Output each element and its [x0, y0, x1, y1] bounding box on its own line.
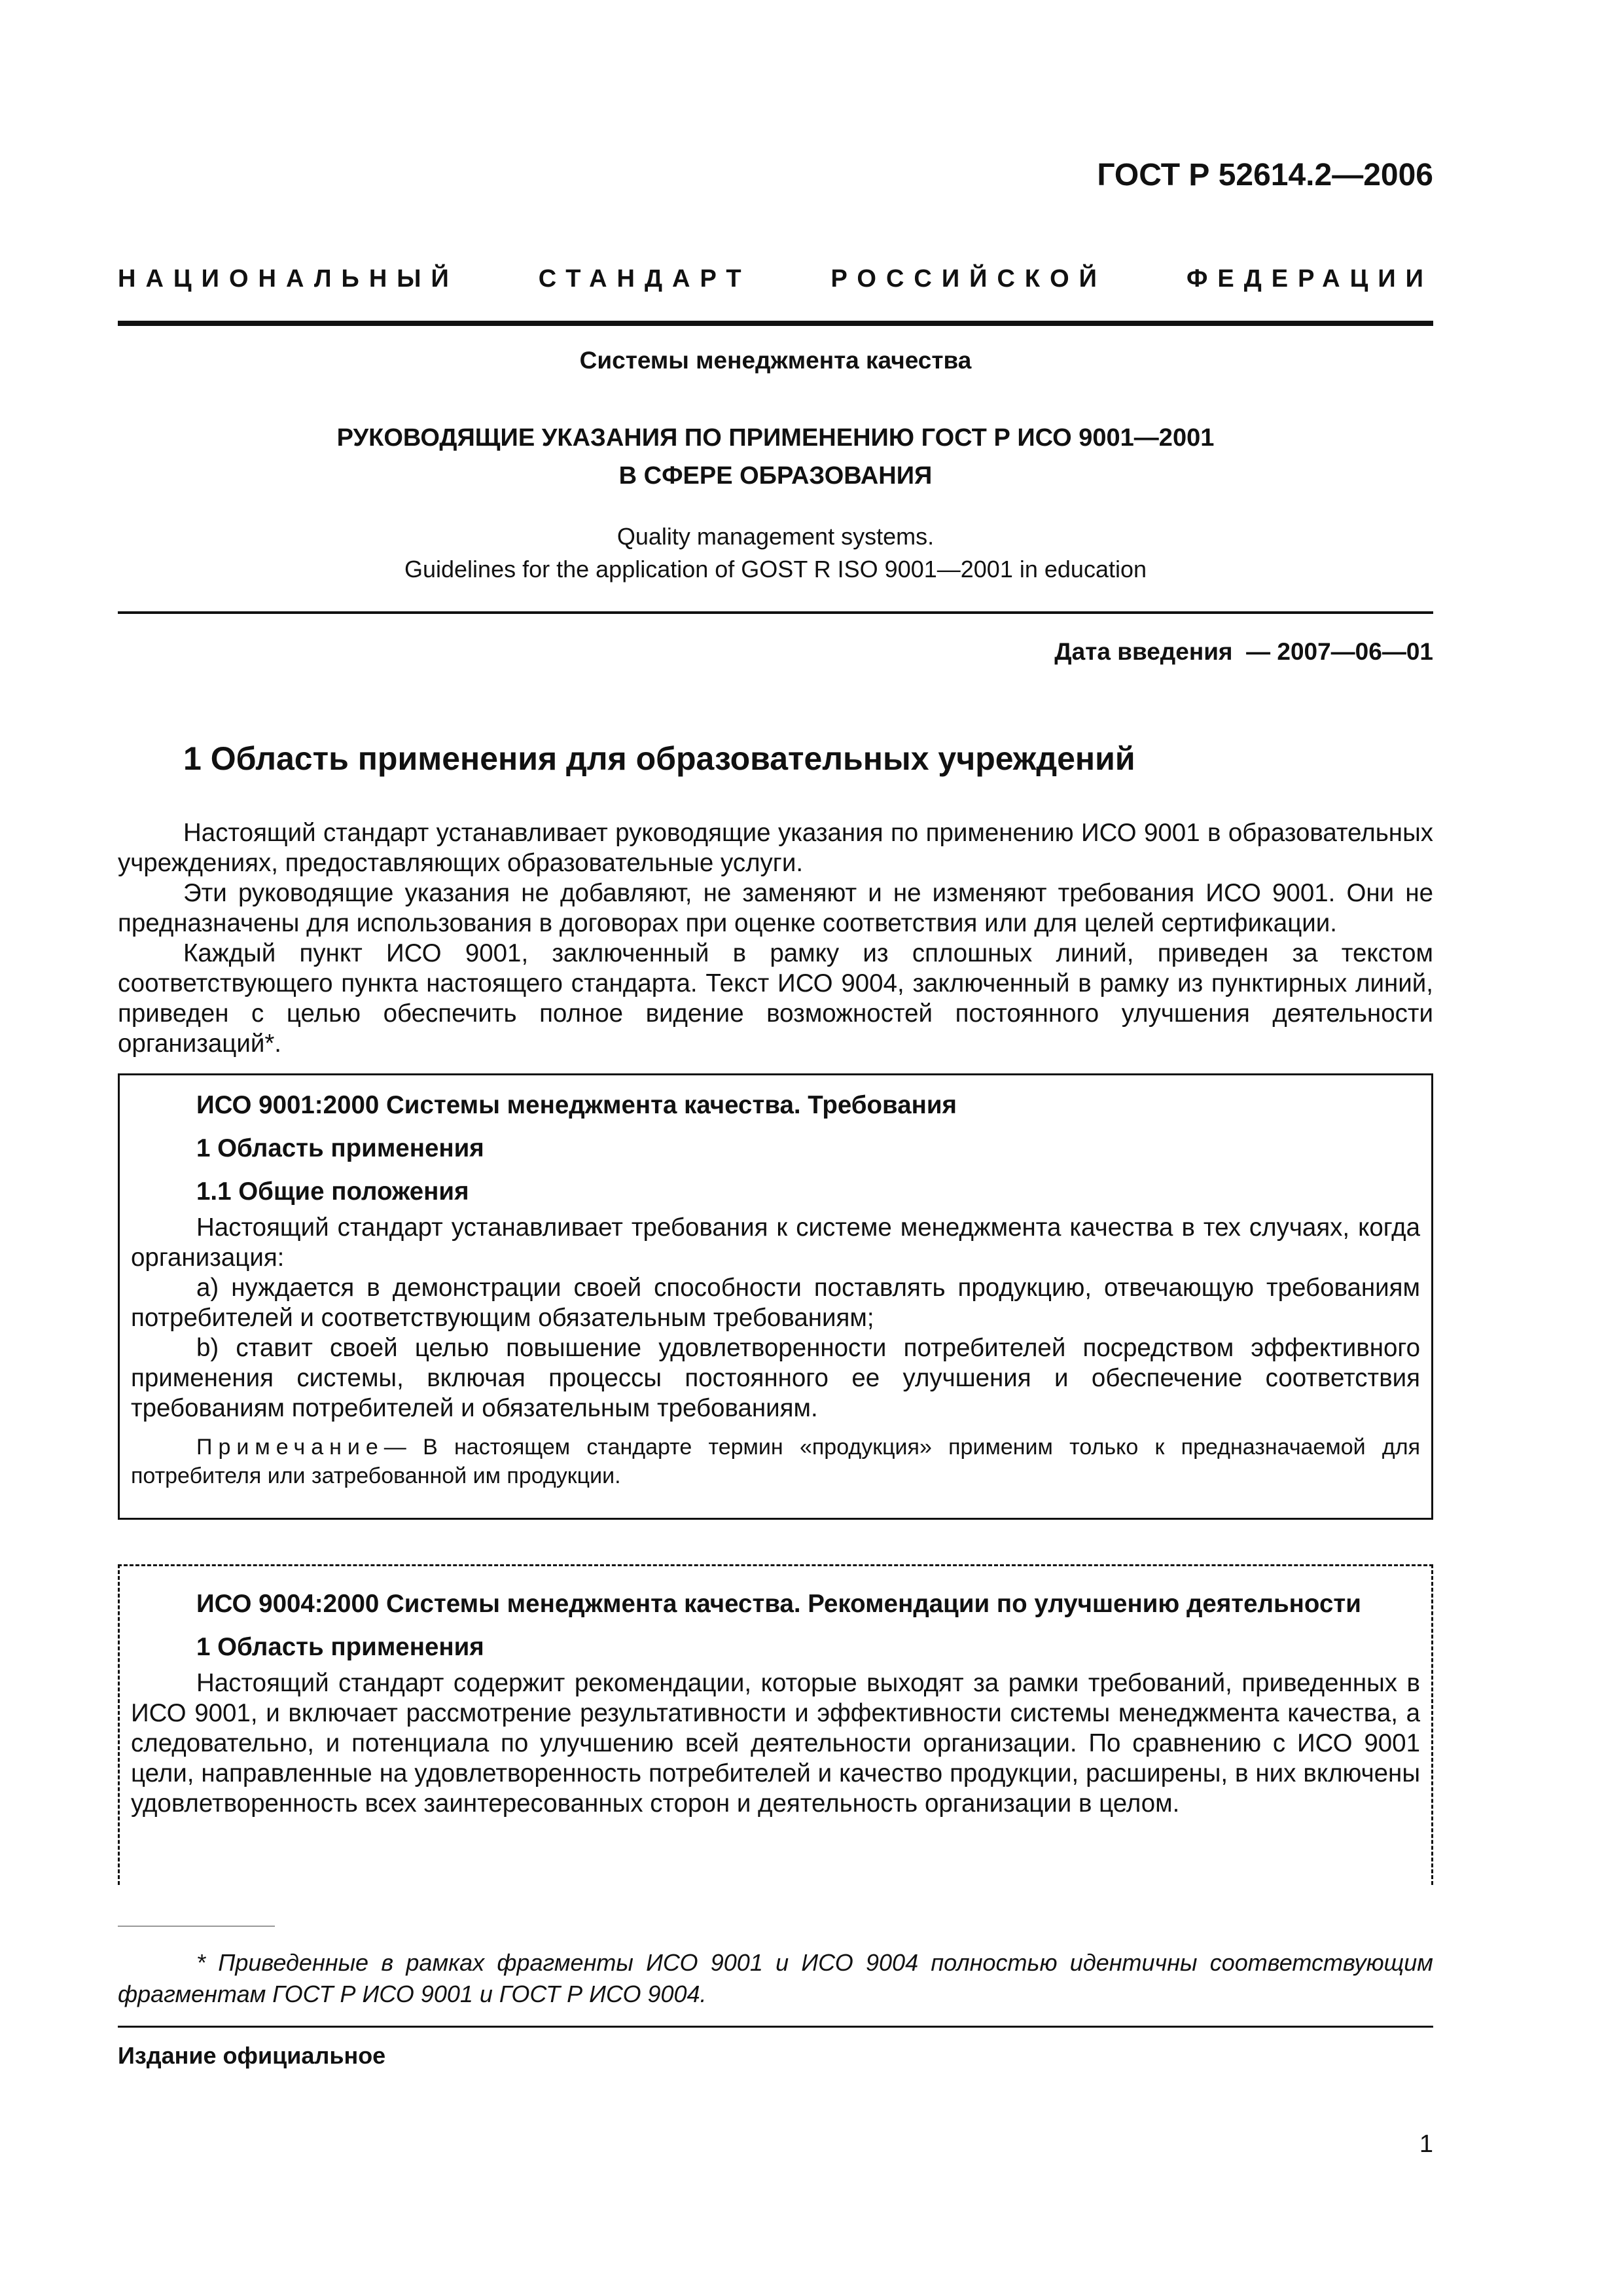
main-title-line-2: В СФЕРЕ ОБРАЗОВАНИЯ [618, 462, 933, 490]
iso9001-content [131, 1090, 1420, 1490]
body-paragraph: Эти руководящие указания не добавляют, не заменяют и не изменяют требования ИСО 9001. Они не предназначены для использования в договорах при оценке соответствия или для целей сертификации. [118, 879, 1433, 937]
english-title-line-2: Guidelines for the application of GOST R ISO 9001—2001 in education [404, 556, 1147, 583]
iso9001-item-b: b) ставит своей целью повышение удовлетворенности потребителей посредством эффективного применения системы, включая процессы постоянного ее улучшения и обеспечение соответствия требованиям потребителей и обязательным требованиям. [131, 1334, 1420, 1422]
introduction-date-label: Дата введения [1054, 638, 1233, 665]
page-number: 1 [1419, 2130, 1433, 2158]
footnote: * Приведенные в рамках фрагменты ИСО 9001 и ИСО 9004 полностью идентичны соответствующим фрагментам ГОСТ Р ИСО 9001 и ГОСТ Р ИСО 9004. [118, 1949, 1433, 2007]
iso9001-subclause: 1.1 Общие положения [196, 1177, 469, 1206]
title-rule [118, 611, 1433, 614]
iso9001-item-a: a) нуждается в демонстрации своей способности поставлять продукцию, отвечающую требованиям потребителей и соответствующим обязательным требованиям; [131, 1274, 1420, 1332]
banner-word-federation: ФЕДЕРАЦИИ [1186, 265, 1433, 293]
main-title-line-1: РУКОВОДЯЩИЕ УКАЗАНИЯ ПО ПРИМЕНЕНИЮ ГОСТ Р ИСО 9001—2001 [336, 424, 1215, 452]
iso9004-paragraph: Настоящий стандарт содержит рекомендации, которые выходят за рамки требований, приведенных в ИСО 9001, и включает рассмотрение результативности и эффективности системы менеджмента качества, а следовательно, и потенциала по улучшению всей деятельности организации. По сравнению с ИСО 9001 цели, направленные на удовлетворенность потребителей и качество продукции, расширены, в них включены удовлетворенность всех заинтересованных сторон и деятельность организации в целом. [131, 1669, 1420, 1818]
banner-word-russian: РОССИЙСКОЙ [830, 265, 1107, 293]
footer-rule [118, 2026, 1433, 2028]
body-paragraph: Каждый пункт ИСО 9001, заключенный в рамку из сплошных линий, приведен за текстом соответствующего пункта настоящего стандарта. Текст ИСО 9004, заключенный в рамку из пунктирных линий, приведен с целью обеспечить полное видение возможностей постоянного улучшения деятельности организаций*. [118, 939, 1433, 1058]
introduction-date [118, 638, 1433, 666]
standard-main-title [118, 419, 1433, 495]
iso9001-solid-frame [118, 1073, 1433, 1520]
iso9001-paragraph: Настоящий стандарт устанавливает требования к системе менеджмента качества в тех случаях, когда организация: [131, 1213, 1420, 1272]
iso9004-dashed-frame [118, 1564, 1433, 1885]
document-code: ГОСТ Р 52614.2—2006 [1097, 158, 1433, 192]
iso9001-title: ИСО 9001:2000 Системы менеджмента качества. Требования [196, 1091, 957, 1119]
section-heading: 1 Область применения для образовательных учреждений [183, 740, 1135, 777]
national-standard-banner [118, 265, 1433, 293]
standard-subtitle: Системы менеджмента качества [579, 347, 972, 374]
banner-word-national: НАЦИОНАЛЬНЫЙ [118, 265, 459, 293]
footnote-separator [118, 1926, 275, 1927]
english-title [118, 520, 1433, 586]
body-paragraph: Настоящий стандарт устанавливает руководящие указания по применению ИСО 9001 в образовательных учреждениях, предоставляющих образовательные услуги. [118, 819, 1433, 877]
iso9001-clause: 1 Область применения [196, 1134, 484, 1162]
section-body [118, 818, 1433, 1059]
official-edition-label: Издание официальное [118, 2042, 386, 2069]
header-rule-thick [118, 321, 1433, 326]
english-title-line-1: Quality management systems. [616, 523, 935, 550]
iso9004-clause: 1 Область применения [196, 1633, 484, 1661]
iso9001-note [131, 1433, 1420, 1490]
iso9004-content [131, 1588, 1420, 1819]
introduction-date-value: — 2007—06—01 [1246, 638, 1433, 665]
iso9004-title: ИСО 9004:2000 Системы менеджмента качества. Рекомендации по улучшению деятельности [196, 1590, 1361, 1618]
note-text: — В настоящем стандарте термин «продукция» применим только к предназначаемой для потребителя или затребованной им продукции. [131, 1435, 1420, 1488]
note-label: Примечание [196, 1435, 384, 1460]
banner-word-standard: СТАНДАРТ [538, 265, 751, 293]
